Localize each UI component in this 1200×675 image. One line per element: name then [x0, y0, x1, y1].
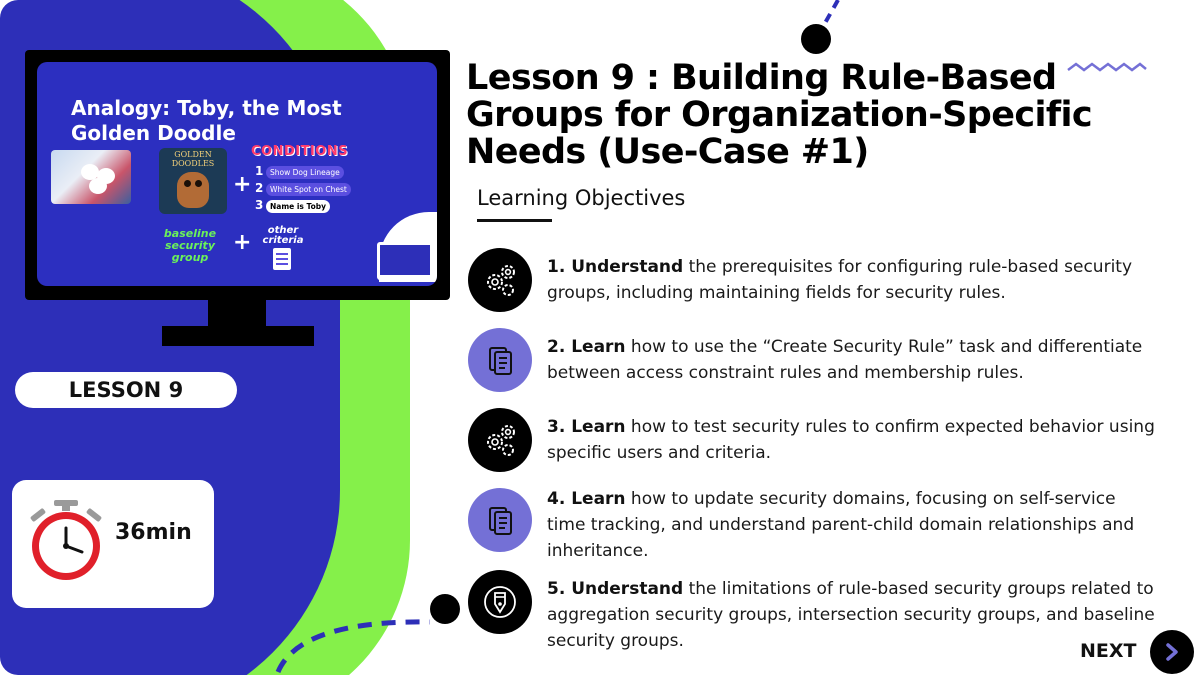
lesson-thumbnail: Analogy: Toby, the Most Golden Doodle GOLDEN DOODLES + CONDITIONS 1 Show Dog Lineage 2 White Spot on Chest 3 Name is Toby baseline security group + other criteria	[37, 62, 437, 286]
condition-label: White Spot on Chest	[266, 183, 351, 196]
monitor-stand	[208, 300, 266, 328]
objective-text: 1. Understand the prerequisites for configuring rule-based security groups, including maintaining fields for security rules.	[547, 257, 1133, 303]
documents-icon	[468, 328, 532, 392]
dog-show-photo	[51, 150, 131, 204]
objective-text: 4. Learn how to update security domains, focusing on self-service time tracking, and understand parent-child domain relationships and inheritance.	[547, 489, 1135, 561]
duration-text: 36min	[115, 520, 192, 545]
monitor-base	[162, 326, 314, 346]
plus-sign: +	[233, 172, 252, 197]
conditions-title: CONDITIONS	[251, 144, 349, 159]
mini-monitor-icon	[377, 242, 433, 280]
next-label[interactable]: NEXT	[1080, 640, 1137, 662]
baseline-security-group-label: baseline security group	[163, 227, 217, 264]
pencil-badge-icon	[468, 570, 532, 634]
plus-sign: +	[233, 230, 252, 255]
gears-icon	[468, 248, 532, 312]
other-criteria-label: other criteria	[262, 225, 304, 246]
thumbnail-title: Analogy: Toby, the Most Golden Doodle	[71, 96, 342, 145]
heading-underline	[477, 219, 552, 222]
duration-card	[12, 480, 214, 608]
objective-text: 3. Learn how to test security rules to confirm expected behavior using specific users and criteria.	[547, 417, 1155, 463]
stopwatch-icon	[24, 498, 108, 582]
monitor-frame	[25, 50, 450, 300]
objective-text: 5. Understand the limitations of rule-based security groups related to aggregation security groups, intersection security groups, and baseline security groups.	[547, 579, 1155, 651]
decorative-dot-bottom	[430, 594, 460, 624]
documents-icon	[468, 488, 532, 552]
page-title: Lesson 9 : Building Rule-Based Groups for Organization-Specific Needs (Use-Case #1)	[466, 58, 1093, 172]
golden-doodles-label: GOLDEN DOODLES	[171, 150, 215, 168]
dashed-line-bottom	[270, 600, 440, 675]
condition-label: Show Dog Lineage	[266, 166, 344, 179]
decorative-dot-top	[801, 24, 831, 54]
next-button[interactable]	[1150, 630, 1194, 674]
dog-icon	[177, 172, 209, 208]
checklist-icon	[273, 248, 291, 270]
lesson-badge: LESSON 9	[15, 372, 237, 408]
chevron-right-icon	[1163, 642, 1181, 662]
golden-doodle-box	[159, 148, 227, 214]
section-heading: Learning Objectives	[477, 186, 686, 210]
objective-text: 2. Learn how to use the “Create Security Rule” task and differentiate between access constraint rules and membership rules.	[547, 337, 1143, 383]
condition-label: Name is Toby	[266, 200, 330, 213]
gears-icon	[468, 408, 532, 472]
